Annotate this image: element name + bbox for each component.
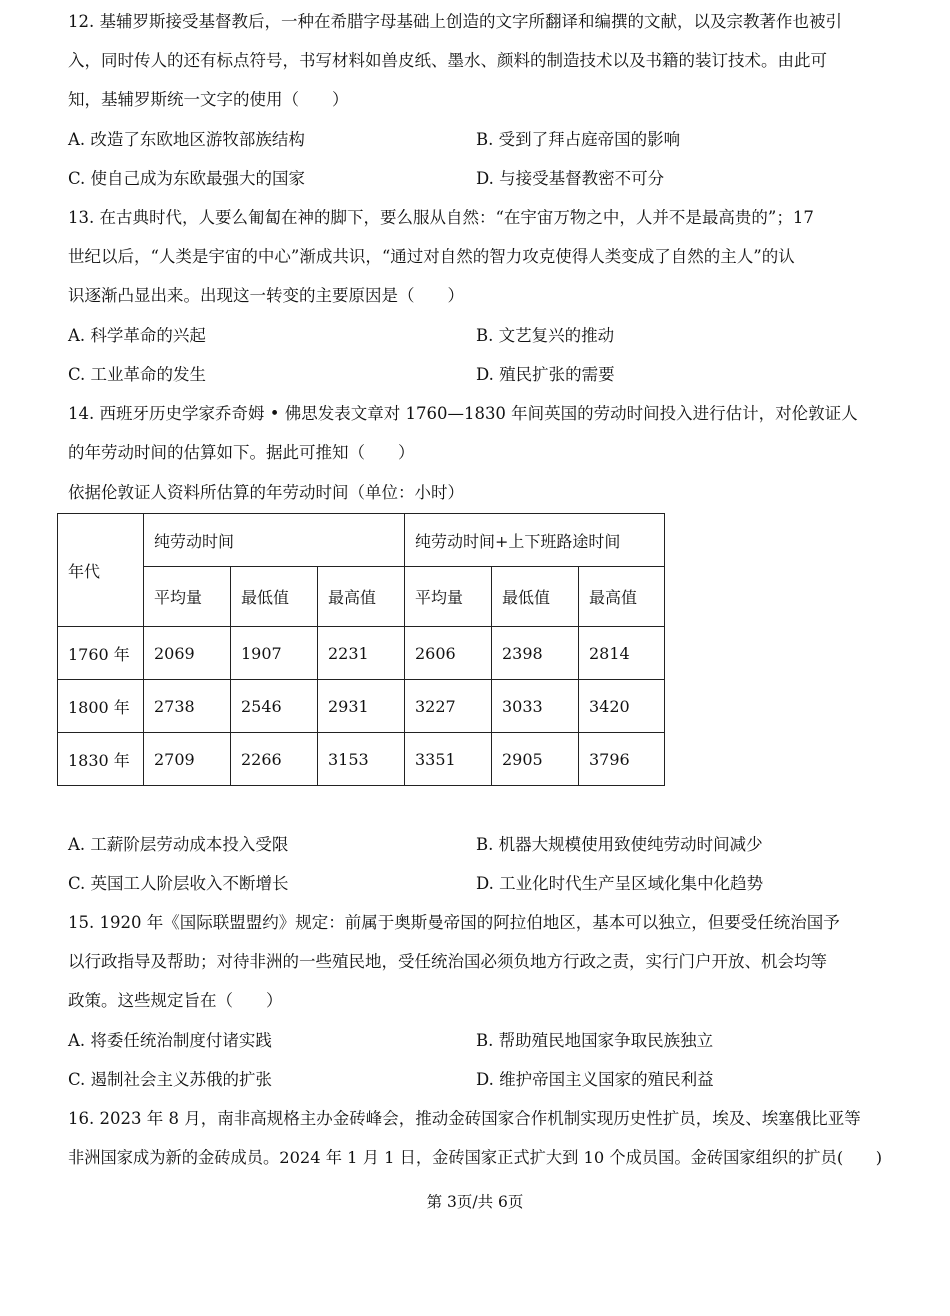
labor-hours-table bbox=[57, 513, 665, 786]
year-cell: 1800 年 bbox=[58, 680, 144, 733]
table-row bbox=[58, 680, 665, 733]
question-text-line: 15. 1920 年《国际联盟盟约》规定：前属于奥斯曼帝国的阿拉伯地区，基本可以独立，但要受任统治国予 bbox=[68, 913, 840, 932]
value-cell: 3153 bbox=[318, 733, 405, 786]
option-a[interactable]: A. 科学革命的兴起 bbox=[68, 326, 206, 345]
value-cell: 3227 bbox=[405, 680, 492, 733]
group-header-labor-commute: 纯劳动时间+上下班路途时间 bbox=[405, 514, 665, 567]
table-row bbox=[58, 733, 665, 786]
question-text-line: 12. 基辅罗斯接受基督教后，一种在希腊字母基础上创造的文字所翻译和编撰的文献，以及宗教著作也被引 bbox=[68, 12, 842, 31]
table-subheader-row bbox=[58, 567, 665, 627]
value-cell: 3420 bbox=[579, 680, 665, 733]
option-d[interactable]: D. 维护帝国主义国家的殖民利益 bbox=[476, 1070, 714, 1089]
value-cell: 2398 bbox=[492, 627, 579, 680]
question-text-line: 16. 2023 年 8 月，南非高规格主办金砖峰会，推动金砖国家合作机制实现历史性扩员，埃及、埃塞俄比亚等 bbox=[68, 1109, 861, 1128]
subheader-cell: 平均量 bbox=[144, 567, 231, 627]
option-b[interactable]: B. 机器大规模使用致使纯劳动时间减少 bbox=[476, 835, 763, 854]
subheader-cell: 最高值 bbox=[318, 567, 405, 627]
option-c[interactable]: C. 工业革命的发生 bbox=[68, 365, 207, 384]
value-cell: 2231 bbox=[318, 627, 405, 680]
option-a[interactable]: A. 改造了东欧地区游牧部族结构 bbox=[68, 130, 305, 149]
year-cell: 1830 年 bbox=[58, 733, 144, 786]
value-cell: 3033 bbox=[492, 680, 579, 733]
question-text-line: 识逐渐凸显出来。出现这一转变的主要原因是（ ） bbox=[68, 286, 464, 305]
value-cell: 2814 bbox=[579, 627, 665, 680]
page-number-footer: 第 3页/共 6页 bbox=[426, 1193, 524, 1211]
group-header-pure-labor: 纯劳动时间 bbox=[144, 514, 405, 567]
value-cell: 2709 bbox=[144, 733, 231, 786]
question-text-line: 的年劳动时间的估算如下。据此可推知（ ） bbox=[68, 443, 415, 462]
question-text-line: 13. 在古典时代，人要么匍匐在神的脚下，要么服从自然：“在宇宙万物之中，人并不是最高贵的”；17 bbox=[68, 208, 814, 227]
table-caption: 依据伦敦证人资料所估算的年劳动时间（单位：小时） bbox=[68, 483, 464, 502]
table-header-row bbox=[58, 514, 665, 567]
value-cell: 2905 bbox=[492, 733, 579, 786]
option-c[interactable]: C. 遏制社会主义苏俄的扩张 bbox=[68, 1070, 273, 1089]
table-row bbox=[58, 627, 665, 680]
value-cell: 2931 bbox=[318, 680, 405, 733]
value-cell: 2069 bbox=[144, 627, 231, 680]
value-cell: 2546 bbox=[231, 680, 318, 733]
value-cell: 3796 bbox=[579, 733, 665, 786]
option-b[interactable]: B. 文艺复兴的推动 bbox=[476, 326, 615, 345]
option-d[interactable]: D. 工业化时代生产呈区域化集中化趋势 bbox=[476, 874, 764, 893]
subheader-cell: 最低值 bbox=[492, 567, 579, 627]
question-text-line: 世纪以后，“人类是宇宙的中心”渐成共识，“通过对自然的智力攻克使得人类变成了自然的主人”的认 bbox=[68, 247, 795, 266]
option-c[interactable]: C. 英国工人阶层收入不断增长 bbox=[68, 874, 289, 893]
question-text-line: 政策。这些规定旨在（ ） bbox=[68, 991, 283, 1010]
value-cell: 2266 bbox=[231, 733, 318, 786]
option-a[interactable]: A. 将委任统治制度付诸实践 bbox=[68, 1031, 272, 1050]
year-cell: 1760 年 bbox=[58, 627, 144, 680]
option-c[interactable]: C. 使自己成为东欧最强大的国家 bbox=[68, 169, 306, 188]
value-cell: 1907 bbox=[231, 627, 318, 680]
question-text-line: 非洲国家成为新的金砖成员。2024 年 1 月 1 日，金砖国家正式扩大到 10 个成员国。金砖国家组织的扩员( ) bbox=[68, 1148, 883, 1167]
subheader-cell: 最高值 bbox=[579, 567, 665, 627]
question-text-line: 知，基辅罗斯统一文字的使用（ ） bbox=[68, 90, 349, 109]
subheader-cell: 最低值 bbox=[231, 567, 318, 627]
value-cell: 2606 bbox=[405, 627, 492, 680]
option-b[interactable]: B. 帮助殖民地国家争取民族独立 bbox=[476, 1031, 714, 1050]
question-text-line: 入，同时传人的还有标点符号，书写材料如兽皮纸、墨水、颜料的制造技术以及书籍的装订技术。由此可 bbox=[68, 51, 827, 70]
option-a[interactable]: A. 工薪阶层劳动成本投入受限 bbox=[68, 835, 289, 854]
option-d[interactable]: D. 与接受基督教密不可分 bbox=[476, 169, 665, 188]
question-text-line: 以行政指导及帮助；对待非洲的一些殖民地，受任统治国必须负地方行政之责，实行门户开放、机会均等 bbox=[68, 952, 827, 971]
subheader-cell: 平均量 bbox=[405, 567, 492, 627]
year-header: 年代 bbox=[58, 514, 144, 627]
option-b[interactable]: B. 受到了拜占庭帝国的影响 bbox=[476, 130, 681, 149]
value-cell: 2738 bbox=[144, 680, 231, 733]
option-d[interactable]: D. 殖民扩张的需要 bbox=[476, 365, 615, 384]
question-text-line: 14. 西班牙历史学家乔奇姆 • 佛思发表文章对 1760—1830 年间英国的劳动时间投入进行估计，对伦敦证人 bbox=[68, 404, 858, 423]
value-cell: 3351 bbox=[405, 733, 492, 786]
